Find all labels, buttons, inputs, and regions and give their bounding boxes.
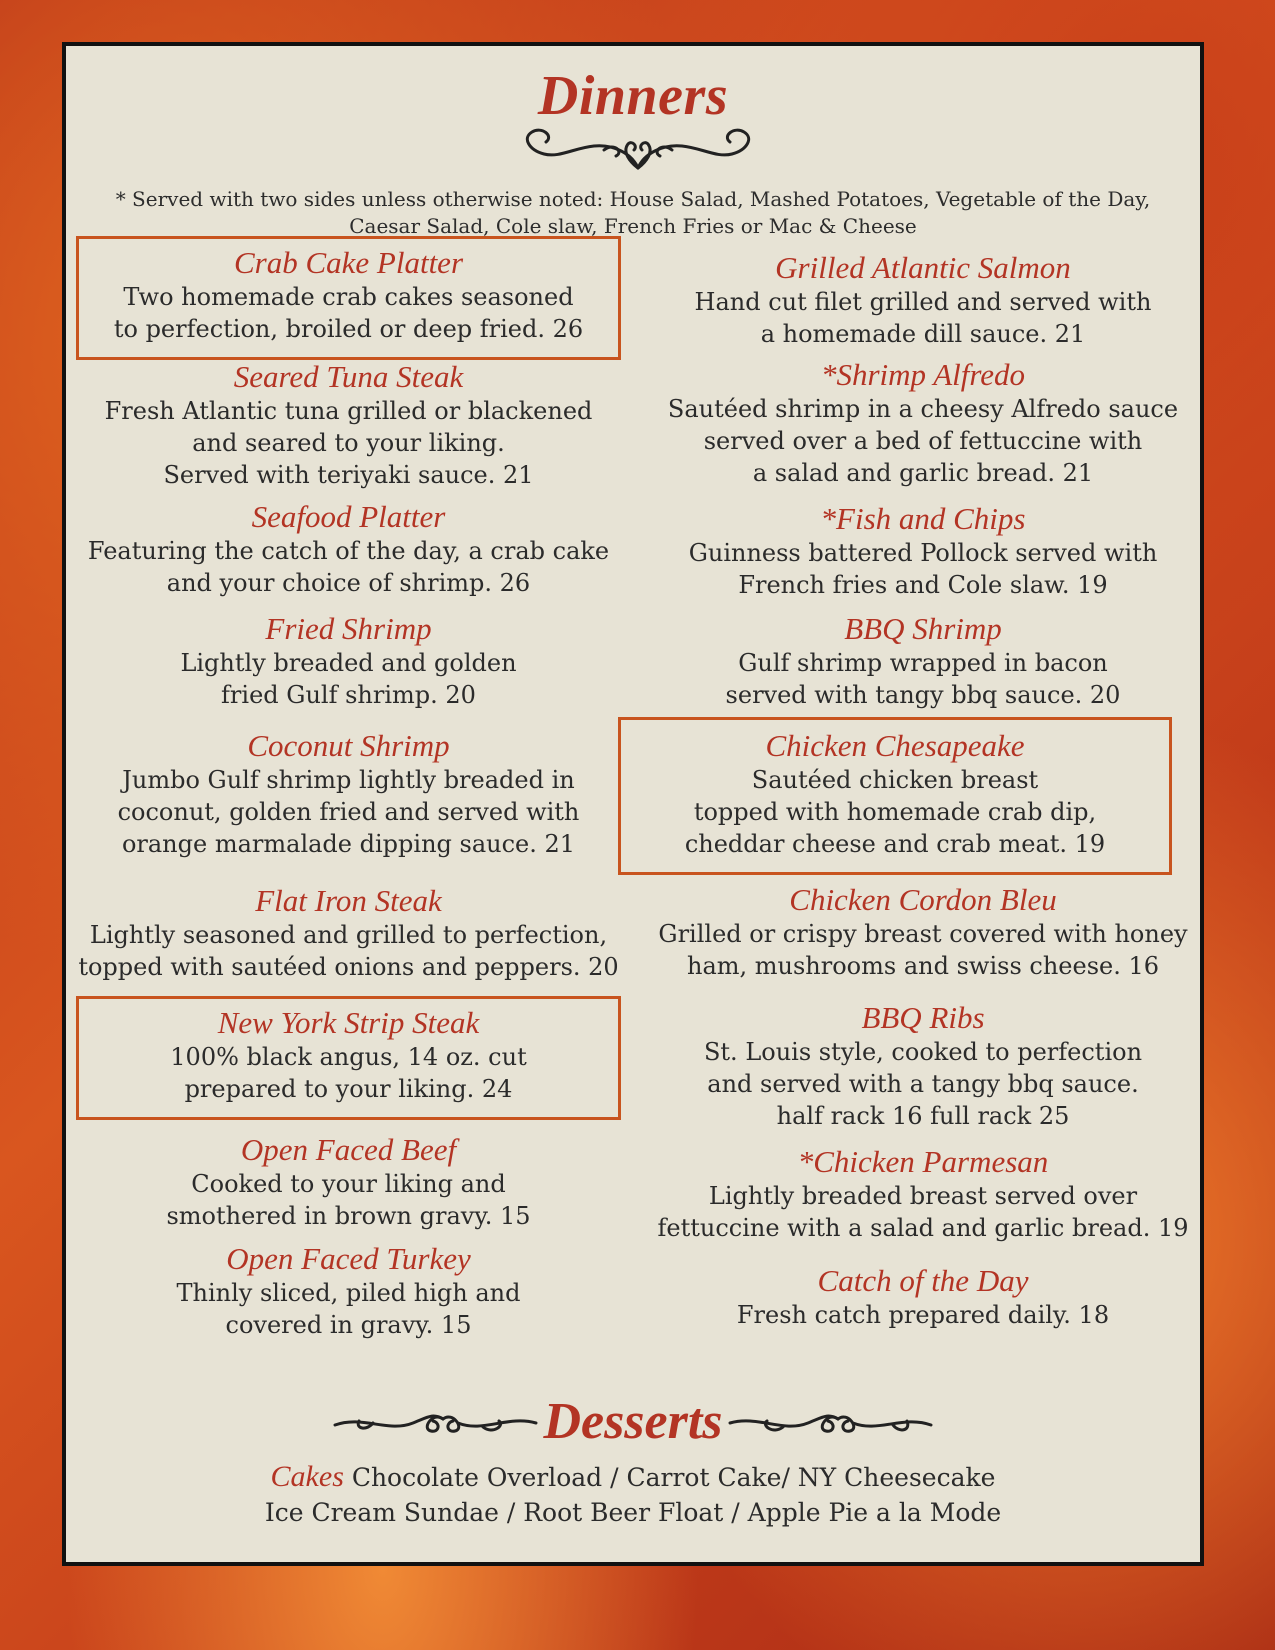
item-desc: Fresh catch prepared daily. 18 xyxy=(736,1301,1110,1329)
item-name: Open Faced Turkey xyxy=(226,1241,471,1276)
item-desc: Lightly breaded and golden xyxy=(180,649,517,677)
scroll-ornament-left-icon xyxy=(333,1407,538,1437)
menu-item-fish-and-chips xyxy=(648,501,1198,601)
item-name: *Shrimp Alfredo xyxy=(820,357,1026,392)
item-desc: and your choice of shrimp. 26 xyxy=(166,569,531,597)
item-desc: Served with teriyaki sauce. 21 xyxy=(163,461,534,489)
item-desc: Jumbo Gulf shrimp lightly breaded in xyxy=(122,766,575,794)
sides-note-line-1: * Served with two sides unless otherwise noted: House Salad, Mashed Potatoes, Vegetable of the Day, xyxy=(115,187,1151,211)
item-desc: Two homemade crab cakes seasoned xyxy=(123,283,574,311)
menu-item-open-faced-beef xyxy=(76,1132,621,1232)
menu-item-grilled-atlantic-salmon xyxy=(648,250,1198,350)
item-desc: prepared to your liking. 24 xyxy=(184,1075,513,1103)
item-desc: a homemade dill sauce. 21 xyxy=(760,320,1086,348)
item-desc: Thinly sliced, piled high and xyxy=(176,1279,521,1307)
menu-item-chicken-chesapeake xyxy=(618,717,1172,875)
item-desc: ham, mushrooms and swiss cheese. 16 xyxy=(686,952,1160,980)
page-title: Dinners xyxy=(537,65,729,127)
desserts-title: Desserts xyxy=(543,1393,723,1450)
menu-item-seared-tuna-steak xyxy=(76,359,621,491)
menu-item-new-york-strip-steak xyxy=(76,996,621,1120)
menu-item-crab-cake-platter xyxy=(76,236,621,360)
item-desc: 100% black angus, 14 oz. cut xyxy=(170,1043,527,1071)
item-name: Open Faced Beef xyxy=(240,1132,457,1167)
flourish-ornament-icon xyxy=(504,124,772,176)
item-desc: Fresh Atlantic tuna grilled or blackened xyxy=(104,397,593,425)
item-desc: Grilled or crispy breast covered with honey xyxy=(658,920,1188,948)
cakes-label: Cakes xyxy=(270,1460,344,1493)
menu-item-shrimp-alfredo xyxy=(648,357,1198,489)
desserts-header xyxy=(66,1394,1200,1450)
menu-item-catch-of-the-day xyxy=(648,1263,1198,1331)
item-desc: and seared to your liking. xyxy=(192,429,505,457)
item-desc: Lightly seasoned and grilled to perfection, xyxy=(89,921,608,949)
item-desc: Cooked to your liking and xyxy=(191,1170,506,1198)
sides-note-line-2: Caesar Salad, Cole slaw, French Fries or Mac & Cheese xyxy=(349,214,917,238)
menu-item-coconut-shrimp xyxy=(76,728,621,860)
item-name: Chicken Chesapeake xyxy=(765,728,1025,763)
scroll-ornament-right-icon xyxy=(728,1407,933,1437)
item-desc: half rack 16 full rack 25 xyxy=(776,1102,1070,1130)
item-desc: Featuring the catch of the day, a crab cake xyxy=(87,537,610,565)
sides-note xyxy=(86,186,1180,240)
item-desc: fettuccine with a salad and garlic bread. 19 xyxy=(657,1214,1189,1242)
item-name: Chicken Cordon Bleu xyxy=(789,882,1057,917)
item-name: Fried Shrimp xyxy=(265,611,432,646)
item-desc: served over a bed of fettuccine with xyxy=(703,427,1143,455)
item-desc: Hand cut filet grilled and served with xyxy=(694,288,1152,316)
item-name: Flat Iron Steak xyxy=(255,883,442,918)
item-desc: smothered in brown gravy. 15 xyxy=(166,1202,531,1230)
item-desc: St. Louis style, cooked to perfection xyxy=(703,1038,1143,1066)
menu-item-chicken-parmesan xyxy=(648,1144,1198,1244)
cakes-list: Chocolate Overload / Carrot Cake/ NY Cheesecake xyxy=(351,1463,996,1492)
item-name: *Fish and Chips xyxy=(820,501,1026,536)
item-desc: Sautéed chicken breast xyxy=(751,766,1039,794)
desserts-line-1 xyxy=(66,1460,1200,1494)
item-desc: a salad and garlic bread. 21 xyxy=(752,459,1094,487)
menu-item-seafood-platter xyxy=(76,499,621,599)
menu-item-open-faced-turkey xyxy=(76,1241,621,1341)
item-desc: Lightly breaded breast served over xyxy=(708,1182,1138,1210)
item-desc: served with tangy bbq sauce. 20 xyxy=(725,681,1121,709)
item-desc: coconut, golden fried and served with xyxy=(117,798,580,826)
item-desc: to perfection, broiled or deep fried. 26 xyxy=(113,315,584,343)
item-name: Coconut Shrimp xyxy=(247,728,450,763)
menu-item-chicken-cordon-bleu xyxy=(648,882,1198,982)
item-name: Grilled Atlantic Salmon xyxy=(775,250,1071,285)
item-desc: and served with a tangy bbq sauce. xyxy=(707,1070,1139,1098)
item-desc: covered in gravy. 15 xyxy=(225,1311,472,1339)
item-name: Catch of the Day xyxy=(817,1263,1029,1298)
item-name: BBQ Shrimp xyxy=(844,611,1002,646)
item-name: BBQ Ribs xyxy=(861,1000,985,1035)
item-desc: Gulf shrimp wrapped in bacon xyxy=(738,649,1108,677)
item-name: Seared Tuna Steak xyxy=(233,359,464,394)
item-desc: Sautéed shrimp in a cheesy Alfredo sauce xyxy=(667,395,1179,423)
item-desc: fried Gulf shrimp. 20 xyxy=(221,681,476,709)
item-desc: Guinness battered Pollock served with xyxy=(688,539,1158,567)
menu-item-fried-shrimp xyxy=(76,611,621,711)
item-desc: French fries and Cole slaw. 19 xyxy=(738,571,1108,599)
item-name: New York Strip Steak xyxy=(217,1005,480,1040)
item-desc: orange marmalade dipping sauce. 21 xyxy=(121,830,576,858)
item-desc: cheddar cheese and crab meat. 19 xyxy=(684,830,1106,858)
item-name: Seafood Platter xyxy=(251,499,446,534)
desserts-line-2: Ice Cream Sundae / Root Beer Float / Apple Pie a la Mode xyxy=(264,1498,1002,1527)
menu-item-bbq-shrimp xyxy=(648,611,1198,711)
menu-item-bbq-ribs xyxy=(648,1000,1198,1132)
item-desc: topped with sautéed onions and peppers. 20 xyxy=(78,953,619,981)
item-name: *Chicken Parmesan xyxy=(797,1144,1049,1179)
item-name: Crab Cake Platter xyxy=(233,245,464,280)
item-desc: topped with homemade crab dip, xyxy=(693,798,1097,826)
menu-item-flat-iron-steak xyxy=(76,883,621,983)
menu-card xyxy=(62,42,1204,1566)
